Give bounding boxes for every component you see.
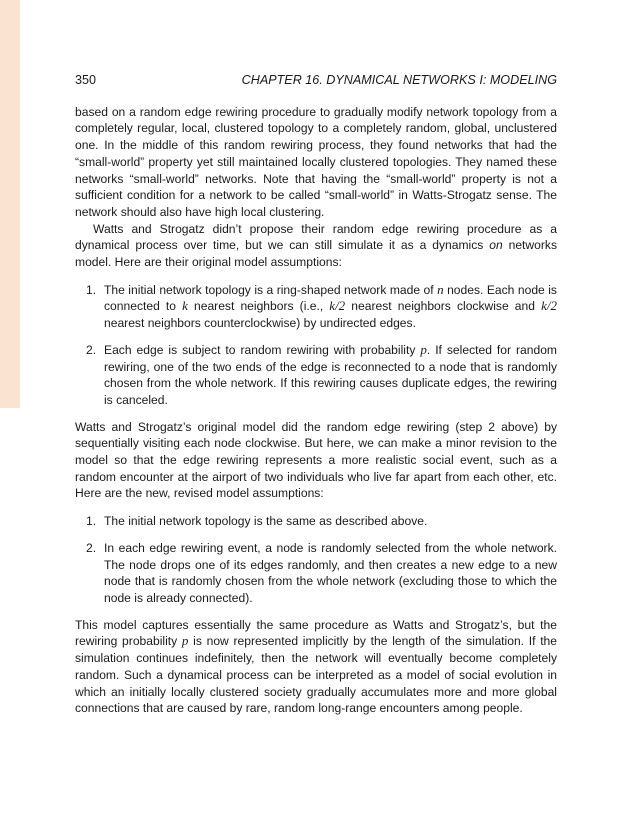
running-header xyxy=(75,72,557,89)
list-item xyxy=(75,513,557,530)
paragraph-2 xyxy=(75,221,557,271)
paragraph-3: Watts and Strogatz’s original model did the random edge rewiring (step 2 above) by sequentially visiting each node clockwise. But here, we can make a minor revision to the model so that the edge rewiring represents a more realistic social event, such as a random encounter at the airport of two individuals who live far apart from each other, etc. Here are the new, revised model assumptions: xyxy=(75,419,557,501)
math-n: n xyxy=(437,281,444,297)
text-run: Each edge is subject to random rewiring with probability xyxy=(104,342,421,357)
text-run: is now represented implicitly by the length of the simulation. If the simulation continues indefinitely, then the network will eventually become completely random. Such a dynamical process can be interpreted as a model of social evolution in which an initially locally clustered society gradually accumulates more and more global connections that are caused by rare, random long-range encounters among people. xyxy=(75,634,558,716)
list-text: In each edge rewiring event, a node is randomly selected from the whole network. The node drops one of its edges randomly, and then creates a new edge to a new node that is randomly chosen from the whole network (excluding those to which the node is already connected). xyxy=(104,540,557,605)
paragraph-4 xyxy=(75,617,557,717)
list-number: 1. xyxy=(86,514,97,529)
text-run: . If selected for random rewiring, one of the two ends of the edge is reconnected to a node that is randomly chosen from the whole network. If this rewiring causes duplicate edges, the rewiring is canceled. xyxy=(104,342,557,407)
math-k-half: k/2 xyxy=(541,298,557,314)
list-text xyxy=(104,282,557,332)
margin-color-strip xyxy=(0,0,20,408)
math-k-half: k/2 xyxy=(329,298,346,314)
math-p: p xyxy=(420,341,427,357)
page-number: 350 xyxy=(75,73,97,87)
revised-assumptions-list xyxy=(75,513,557,607)
math-k: k xyxy=(182,298,188,314)
paragraph-1: based on a random edge rewiring procedure to gradually modify network topology from a completely regular, local, clustered topology to a completely random, global, unclustered one. In the middle of this random rewiring process, they found networks that had the “small-world” property yet still maintained locally clustered topologies. They named these networks “small-world” networks. Note that having the “small-world” property is not a sufficient condition for a network to be called “small-world” in Watts-Strogatz sense. The network should also have high local clustering. xyxy=(75,104,557,219)
list-item xyxy=(75,540,557,607)
list-item xyxy=(75,342,557,409)
list-number: 1. xyxy=(86,282,97,297)
list-text: The initial network topology is the same as described above. xyxy=(104,514,428,529)
page-body xyxy=(75,72,557,717)
original-assumptions-list xyxy=(75,282,557,409)
list-item xyxy=(75,282,557,332)
math-p: p xyxy=(181,633,189,649)
text-run: The initial network topology is a ring-shaped network made of xyxy=(104,282,438,297)
chapter-title: CHAPTER 16. DYNAMICAL NETWORKS I: MODELING xyxy=(241,73,557,87)
text-run: nodes. Each node is connected to xyxy=(104,282,557,314)
text-run: nearest neighbors clockwise and xyxy=(345,299,542,314)
paragraph-2-text-a: Watts and Strogatz didn’t propose their random edge rewiring procedure as a dynamical process over time, but we can still simulate it as a dynamics xyxy=(75,221,557,253)
list-text xyxy=(104,342,557,409)
text-run: nearest neighbors counterclockwise) by undirected edges. xyxy=(104,316,416,331)
list-number: 2. xyxy=(86,540,97,555)
paragraph-2-emphasis: on xyxy=(489,238,503,253)
text-run: This model captures essentially the same procedure as Watts and Strogatz’s, but the rewiring probability xyxy=(75,617,557,649)
paragraph-2-text-b: networks model. Here are their original model assumptions: xyxy=(75,238,557,270)
text-run: nearest neighbors (i.e., xyxy=(187,299,330,314)
list-number: 2. xyxy=(86,342,97,357)
